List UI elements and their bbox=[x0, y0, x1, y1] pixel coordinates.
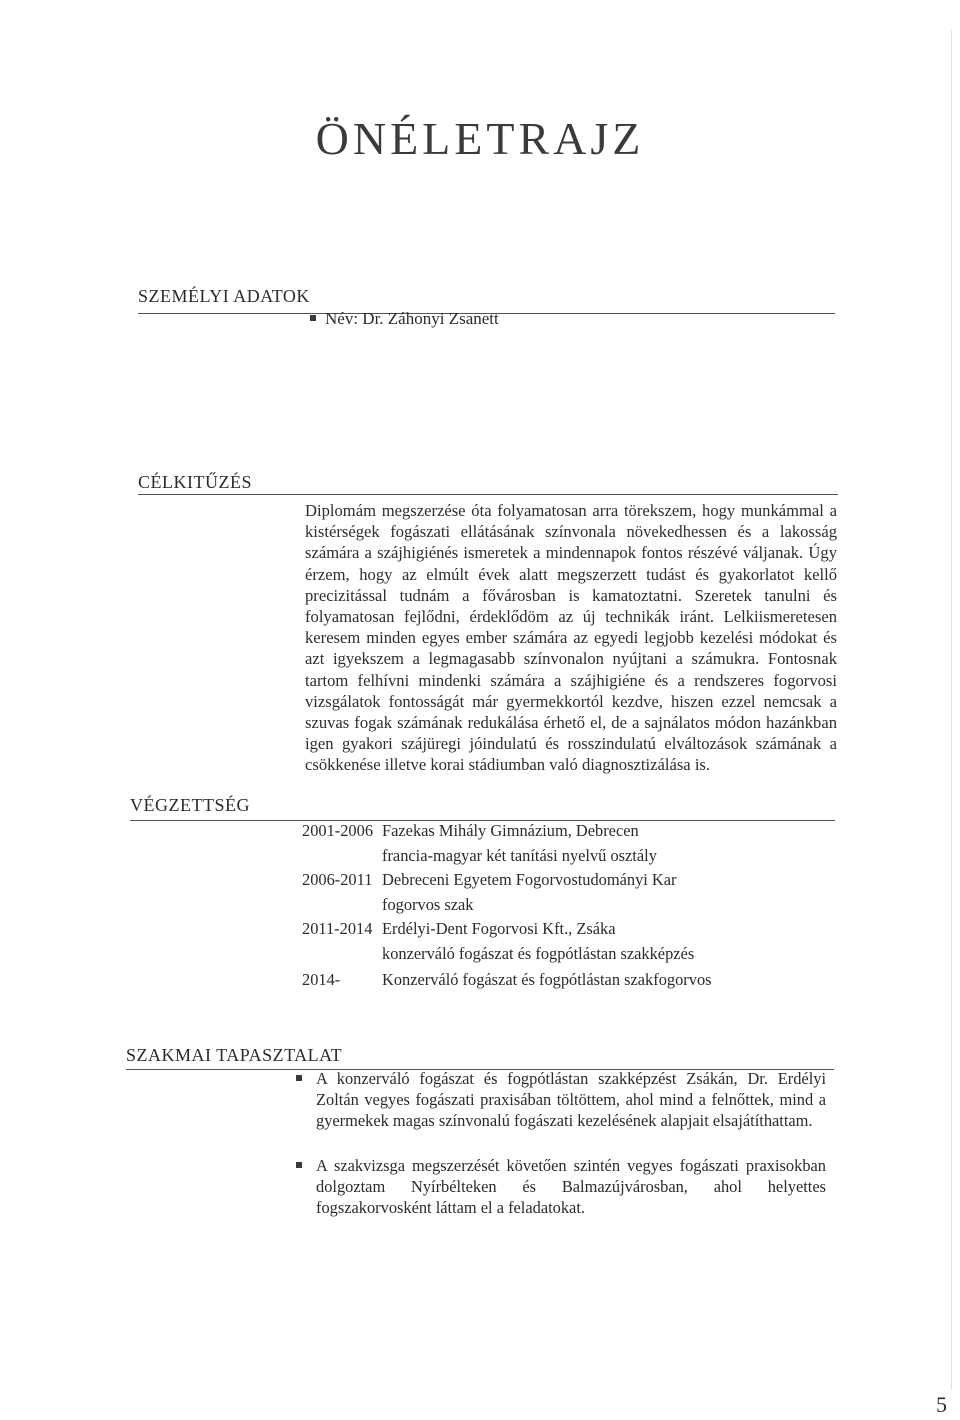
education-entry bbox=[302, 821, 842, 841]
bullet-icon bbox=[296, 1075, 302, 1081]
objective-heading: CÉLKITŰZÉS bbox=[138, 472, 252, 492]
name-text: Név: Dr. Záhonyi Zsanett bbox=[325, 309, 499, 328]
education-years: 2014- bbox=[302, 970, 341, 989]
experience-item bbox=[296, 1155, 826, 1218]
education-detail-row bbox=[302, 944, 842, 964]
education-entry bbox=[302, 870, 842, 890]
education-detail: francia-magyar két tanítási nyelvű osztály bbox=[382, 846, 657, 865]
education-institution: Erdélyi-Dent Fogorvosi Kft., Zsáka bbox=[382, 919, 616, 938]
page-number: 5 bbox=[936, 1392, 947, 1417]
bullet-icon bbox=[310, 315, 316, 321]
objective-text: Diplomám megszerzése óta folyamatosan arra törekszem, hogy munkámmal a kistérségek fogászati ellátásának színvonala növekedhessen és a lakosság számára a szájhigiénés ismeretek a mindennapok fontos részévé váljanak. Úgy érzem, hogy az elmúlt évek alatt megszerzett tudást és gyakorlatot kellő precizitással tudnám a fővárosban is kamatoztatni. Szeretek tanulni és folyamatosan fejlődni, érdeklődöm az új technikák iránt. Lelkiismeretesen keresem minden egyes ember számára az egyedi legjobb kezelési módokat és azt igyekszem a legmagasabb színvonalon nyújtani a számukra. Fontosnak tartom felhívni mindenki számára a szájhigiéne és a rendszeres fogorvosi vizsgálatok fontosságát már gyermekkortól kezdve, hiszen ezzel nemcsak a szuvas fogak számának redukálása érhető el, de a sajnálatos módon hazánkban igen gyakori szájüregi jóindulatú és rosszindulatú elváltozások számának a csökkenése illetve korai stádiumban való diagnosztizálása is. bbox=[305, 501, 837, 775]
education-detail: konzerváló fogászat és fogpótlástan szakképzés bbox=[382, 944, 695, 963]
education-years: 2011-2014 bbox=[302, 919, 373, 938]
education-detail-row bbox=[302, 895, 842, 915]
experience-text: A szakvizsga megszerzését követően szintén vegyes fogászati praxisokban dolgoztam Nyírbélteken és Balmazújvárosban, ahol helyettes fogszakorvosként láttam el a feladatokat. bbox=[316, 1156, 826, 1217]
education-institution: Konzerváló fogászat és fogpótlástan szakfogorvos bbox=[382, 970, 712, 989]
experience-item bbox=[296, 1068, 826, 1131]
page-edge-line bbox=[951, 30, 952, 1390]
name-line bbox=[310, 309, 499, 329]
education-detail: fogorvos szak bbox=[382, 895, 474, 914]
education-years: 2001-2006 bbox=[302, 821, 374, 840]
education-institution: Fazekas Mihály Gimnázium, Debrecen bbox=[382, 821, 639, 840]
education-years: 2006-2011 bbox=[302, 870, 373, 889]
page-title: ÖNÉLETRAJZ bbox=[315, 113, 645, 164]
education-heading: VÉGZETTSÉG bbox=[130, 795, 250, 815]
education-entry bbox=[302, 970, 842, 990]
experience-text: A konzerváló fogászat és fogpótlástan szakképzést Zsákán, Dr. Erdélyi Zoltán vegyes fogászati praxisában töltöttem, ahol mind a felnőttek, mind a gyermekek magas színvonalú fogászati kezelésének alapjait elsajátíthattam. bbox=[316, 1069, 826, 1130]
education-detail-row bbox=[302, 846, 842, 866]
personal-heading: SZEMÉLYI ADATOK bbox=[138, 286, 310, 306]
education-institution: Debreceni Egyetem Fogorvostudományi Kar bbox=[382, 870, 677, 889]
bullet-icon bbox=[296, 1162, 302, 1168]
experience-heading: SZAKMAI TAPASZTALAT bbox=[126, 1045, 343, 1065]
objective-rule bbox=[138, 494, 838, 495]
education-entry bbox=[302, 919, 842, 939]
